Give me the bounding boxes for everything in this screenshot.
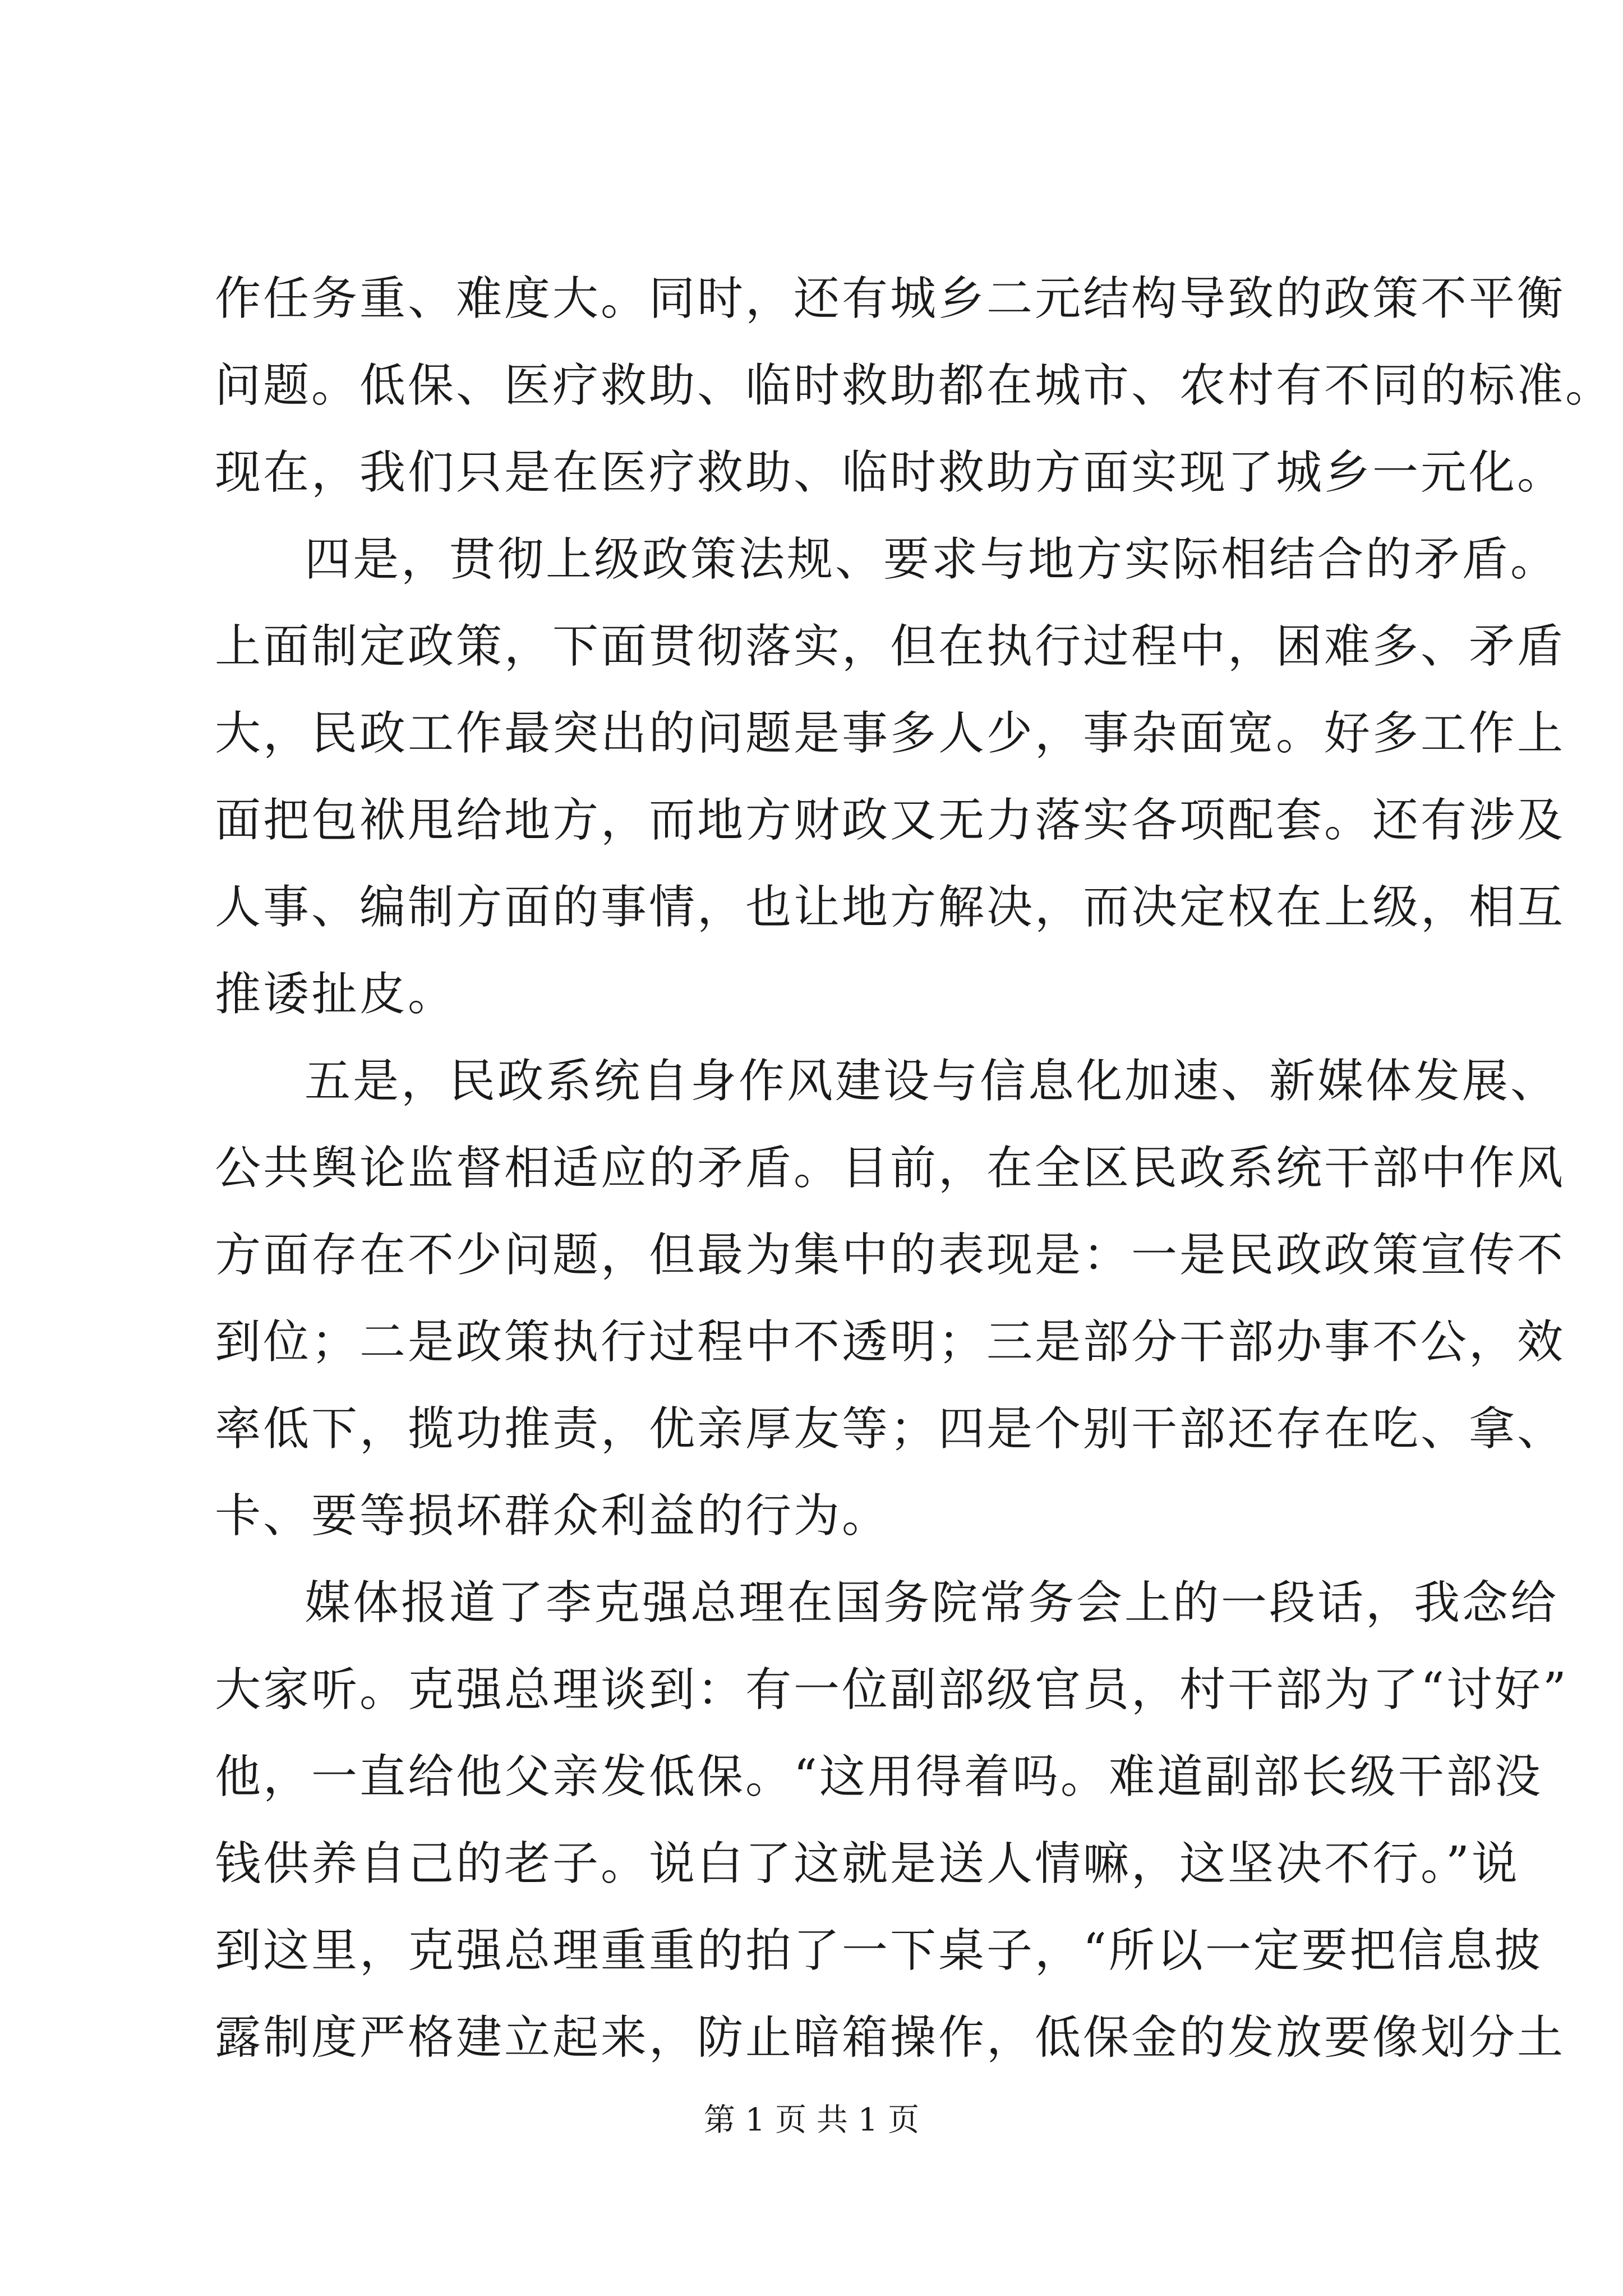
text-line: 上面制定政策，下面贯彻落实，但在执行过程中，困难多、矛盾 (215, 620, 1566, 673)
text-line: 推诿扯皮。 (215, 968, 457, 1021)
text-line: 问题。低保、医疗救助、临时救助都在城市、农村有不同的标准。 (215, 359, 1614, 412)
text-line: 钱供养自己的老子。说白了这就是送人情嘛，这坚决不行。”说 (215, 1837, 1520, 1890)
body-text (215, 255, 1614, 2081)
text-line: 公共舆论监督相适应的矛盾。目前，在全区民政系统干部中作风 (215, 1142, 1566, 1195)
paragraph-start-line: 五是，民政系统自身作风建设与信息化加速、新媒体发展、 (305, 1055, 1559, 1108)
text-line: 大，民政工作最突出的问题是事多人少，事杂面宽。好多工作上 (215, 707, 1566, 760)
page-footer (0, 2101, 1623, 2140)
text-line: 露制度严格建立起来，防止暗箱操作，低保金的发放要像划分土 (215, 2011, 1566, 2064)
text-line: 方面存在不少问题，但最为集中的表现是：一是民政政策宣传不 (215, 1228, 1566, 1282)
text-line: 大家听。克强总理谈到：有一位副部级官员，村干部为了“讨好” (215, 1663, 1569, 1717)
paragraph-start-line: 四是，贯彻上级政策法规、要求与地方实际相结合的矛盾。 (305, 533, 1559, 586)
page-number-label: 第 1 页 共 1 页 (703, 2102, 920, 2138)
text-line: 他，一直给他父亲发低保。“这用得着吗。难道副部长级干部没 (215, 1750, 1543, 1803)
text-line: 现在，我们只是在医疗救助、临时救助方面实现了城乡一元化。 (215, 446, 1566, 499)
text-line: 到位；二是政策执行过程中不透明；三是部分干部办事不公，效 (215, 1315, 1566, 1369)
text-line: 作任务重、难度大。同时，还有城乡二元结构导致的政策不平衡 (215, 272, 1566, 325)
text-line: 到这里，克强总理重重的拍了一下桌子，“所以一定要把信息披 (215, 1924, 1543, 1977)
text-line: 卡、要等损坏群众利益的行为。 (215, 1489, 891, 1543)
text-line: 率低下，揽功推责，优亲厚友等；四是个别干部还存在吃、拿、 (215, 1402, 1566, 1456)
paragraph-start-line: 媒体报道了李克强总理在国务院常务会上的一段话，我念给 (305, 1576, 1559, 1630)
text-line: 面把包袱甩给地方，而地方财政又无力落实各项配套。还有涉及 (215, 794, 1566, 847)
text-line: 人事、编制方面的事情，也让地方解决，而决定权在上级，相互 (215, 881, 1566, 934)
